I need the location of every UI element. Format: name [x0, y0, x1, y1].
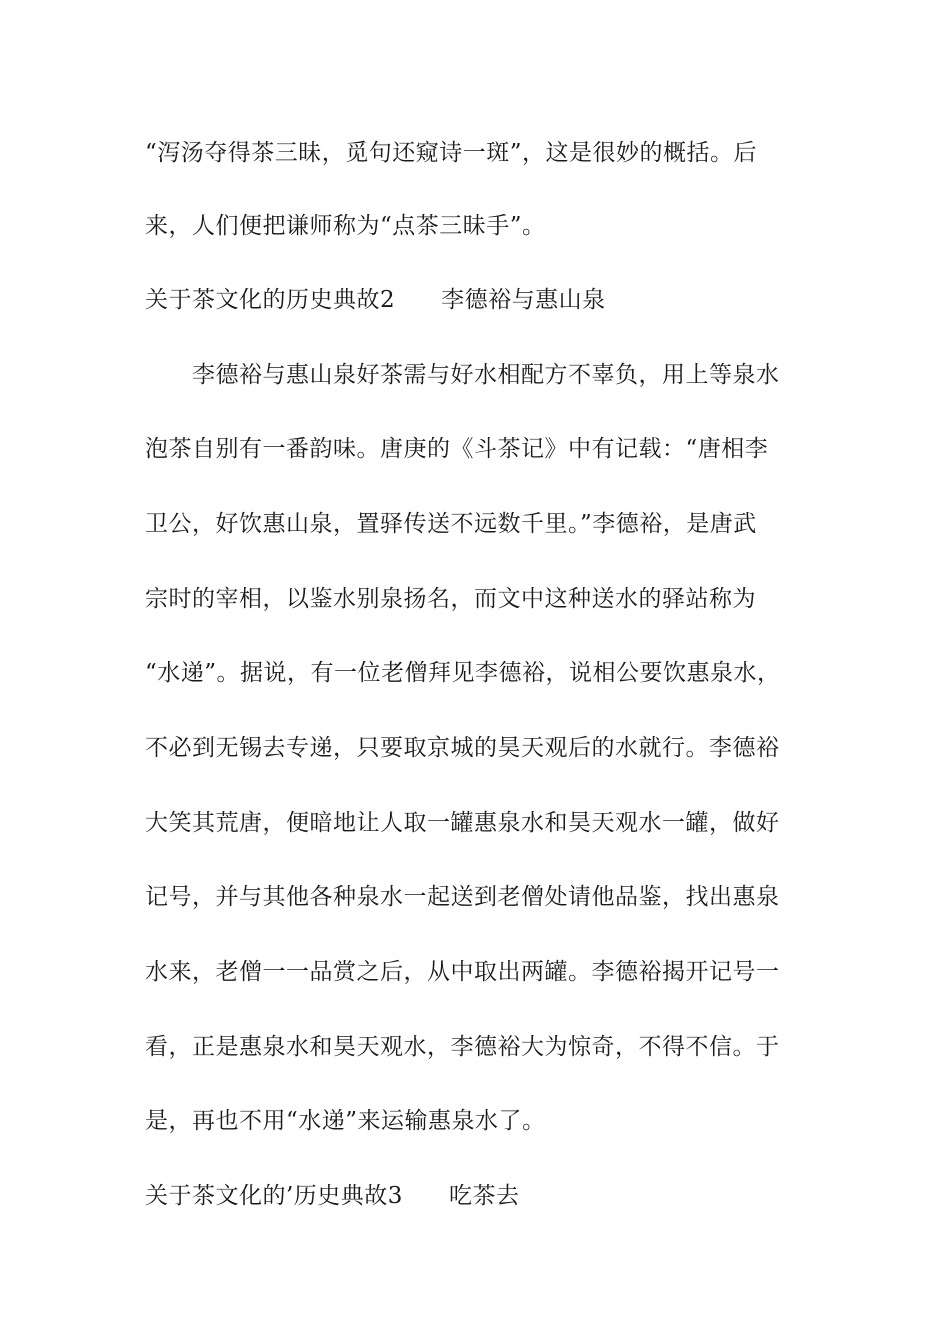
- section-heading: [145, 285, 606, 315]
- paragraph-line: 记号，并与其他各种泉水一起送到老僧处请他品鉴，找出惠泉: [145, 884, 780, 910]
- section-heading-subtitle: 李德裕与惠山泉: [441, 287, 606, 313]
- paragraph-line: 泡茶自别有一番韵味。唐庚的《斗茶记》中有记载：“唐相李: [145, 436, 769, 462]
- paragraph-line: 大笑其荒唐，便暗地让人取一罐惠泉水和昊天观水一罐，做好: [145, 810, 780, 836]
- paragraph-line: 是，再也不用“水递”来运输惠泉水了。: [145, 1108, 546, 1134]
- paragraph-line: 来，人们便把谦师称为“点茶三昧手”。: [145, 213, 546, 239]
- paragraph-line: 看，正是惠泉水和昊天观水，李德裕大为惊奇，不得不信。于: [145, 1034, 780, 1060]
- paragraph-line: 水来，老僧一一品赏之后，从中取出两罐。李德裕揭开记号一: [145, 959, 780, 985]
- paragraph-line: 李德裕与惠山泉好茶需与好水相配方不辜负，用上等泉水: [145, 362, 780, 388]
- section-heading-title: 关于茶文化的历史典故2: [145, 287, 396, 313]
- paragraph-line: 卫公，好饮惠山泉，置驿传送不远数千里。”李德裕，是唐武: [145, 511, 757, 537]
- paragraph-line: 宗时的宰相，以鉴水别泉扬名，而文中这种送水的驿站称为: [145, 586, 756, 612]
- section-heading: [145, 1181, 519, 1211]
- paragraph-line: “水递”。据说，有一位老僧拜见李德裕，说相公要饮惠泉水，: [145, 660, 781, 686]
- section-heading-title: 关于茶文化的’历史典故3: [145, 1183, 403, 1209]
- section-heading-subtitle: 吃茶去: [448, 1183, 520, 1209]
- paragraph-line: 不必到无锡去专递，只要取京城的昊天观后的水就行。李德裕: [145, 735, 780, 761]
- paragraph-line: “泻汤夺得茶三昧，觅句还窥诗一斑”，这是很妙的概括。后: [145, 140, 758, 166]
